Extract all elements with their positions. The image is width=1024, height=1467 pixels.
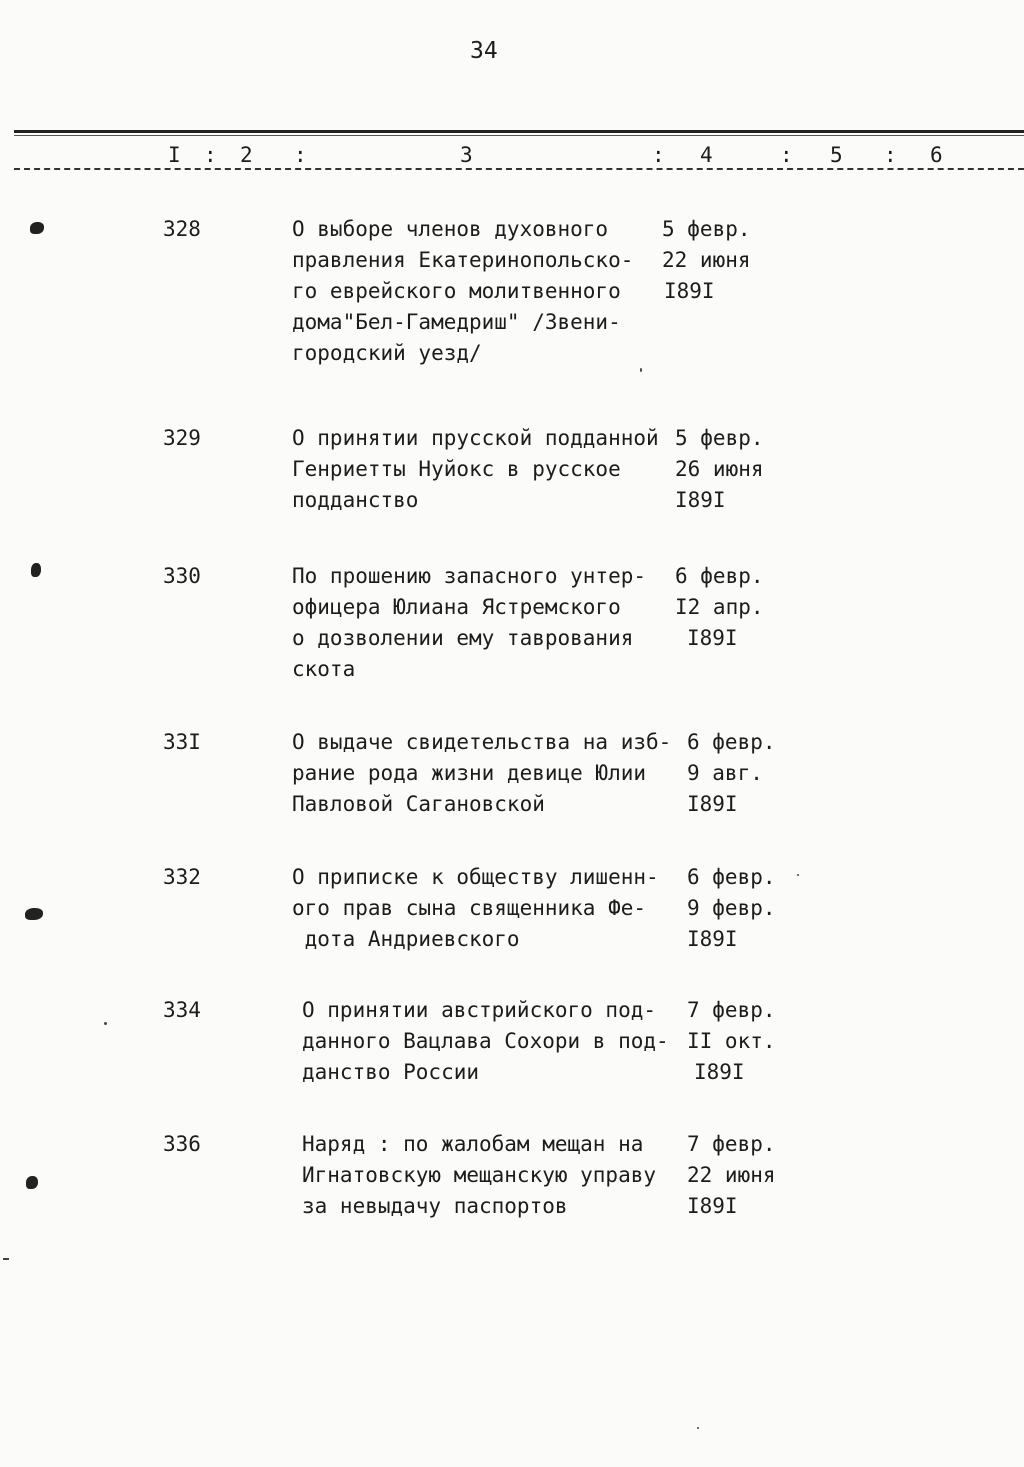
entry-text [292,561,672,685]
entry-dates [687,727,776,820]
column-header-sep: : [780,143,793,167]
ink-mark [26,1176,38,1189]
entry-year: I89I [687,1194,738,1218]
entry-text-line: О выборе членов духовного [292,217,609,241]
entry-text-line: скота [292,657,356,681]
entry-number: 33I [163,730,201,754]
entry-number: 332 [163,865,201,889]
entry-text-line: данного Вацлава Сохори в под- [302,1029,669,1053]
entry-text-line: подданство [292,488,419,512]
entry-text-line: О приписке к обществу лишенн- [292,865,659,889]
entry-text-line: за невыдачу паспортов [302,1194,568,1218]
entry-year: I89I [675,488,726,512]
ink-dot [104,1022,107,1025]
ink-dot [797,874,799,876]
entry-dates [675,561,764,654]
ink-mark [30,222,44,234]
entry-year: I89I [687,626,738,650]
entry-dates [687,1129,776,1222]
entry-number: 328 [163,217,201,241]
page-number: 34 [470,38,498,64]
entry-number: 336 [163,1132,201,1156]
column-header-sep: : [204,143,217,167]
entry-date-end: 22 июня [687,1163,776,1187]
entry-text-line: правления Екатеринопольско- [292,248,634,272]
column-header-6: 6 [930,143,943,167]
entry-date-end: I2 апр. [675,595,764,619]
entry-date-end: 9 февр. [687,896,776,920]
entry-date-end: II окт. [687,1029,776,1053]
entry-dates [662,214,751,307]
column-header-sep: : [294,143,307,167]
entry-year: I89I [687,792,738,816]
column-header [0,143,1024,167]
entry-text [302,995,682,1088]
entry-text-line: дома"Бел-Гамедриш" /Звени- [292,310,621,334]
ink-mark [31,563,41,577]
column-header-sep: : [884,143,897,167]
entry-text [292,214,672,369]
entry-dates [687,995,776,1088]
entry-text-line: Павловой Сагановской [292,792,545,816]
entry-number: 334 [163,998,201,1022]
ink-dot [640,368,642,372]
entry-text [292,423,672,516]
entry-text-line: данство России [302,1060,480,1084]
entry-date-end: 26 июня [675,457,764,481]
entry-text-line: О выдаче свидетельства на изб- [292,730,672,754]
entry-year: I89I [687,927,738,951]
entry-date-end: 22 июня [662,248,751,272]
entry-text-line: рание рода жизни девице Юлии [292,761,647,785]
entry-text-line: ого прав сына священника Фе- [292,896,647,920]
ink-dot [697,1427,699,1429]
column-header-5: 5 [830,143,843,167]
entry-date-start: 7 февр. [687,998,776,1022]
entry-text-line: О принятии прусской подданной [292,426,659,450]
entry-text [292,862,672,955]
entry-text-line: дота Андриевского [292,927,520,951]
header-rule-top-thin [14,135,1024,136]
entry-text [302,1129,682,1222]
entry-text [292,727,672,820]
entry-text-line: Генриетты Нуйокс в русское [292,457,621,481]
entry-dates [687,862,776,955]
entry-date-start: 6 февр. [687,730,776,754]
entry-date-end: 9 авг. [687,761,763,785]
entry-text-line: Наряд : по жалобам мещан на [302,1132,644,1156]
column-header-4: 4 [700,143,713,167]
entry-year: I89I [694,1060,745,1084]
ink-dot [3,1258,9,1260]
entry-date-start: 6 февр. [687,865,776,889]
entry-date-start: 6 февр. [675,564,764,588]
entry-date-start: 7 февр. [687,1132,776,1156]
entry-text-line: о дозволении ему таврования [292,626,634,650]
entry-text-line: го еврейского молитвенного [292,279,621,303]
entry-text-line: Игнатовскую мещанскую управу [302,1163,657,1187]
header-rule-top [14,130,1024,133]
column-header-2: 2 [240,143,253,167]
entry-number: 330 [163,564,201,588]
entry-date-start: 5 февр. [662,217,751,241]
column-header-1: I [168,143,181,167]
entry-date-start: 5 февр. [675,426,764,450]
entry-text-line: городский уезд/ [292,341,482,365]
ink-mark [25,908,43,920]
column-header-sep: : [652,143,665,167]
header-rule-bottom [14,168,1024,170]
entry-number: 329 [163,426,201,450]
entry-text-line: офицера Юлиана Ястремского [292,595,621,619]
entry-dates [675,423,764,516]
column-header-3: 3 [460,143,473,167]
entry-year: I89I [664,279,715,303]
entry-text-line: О принятии австрийского под- [302,998,657,1022]
entry-text-line: По прошению запасного унтер- [292,564,647,588]
